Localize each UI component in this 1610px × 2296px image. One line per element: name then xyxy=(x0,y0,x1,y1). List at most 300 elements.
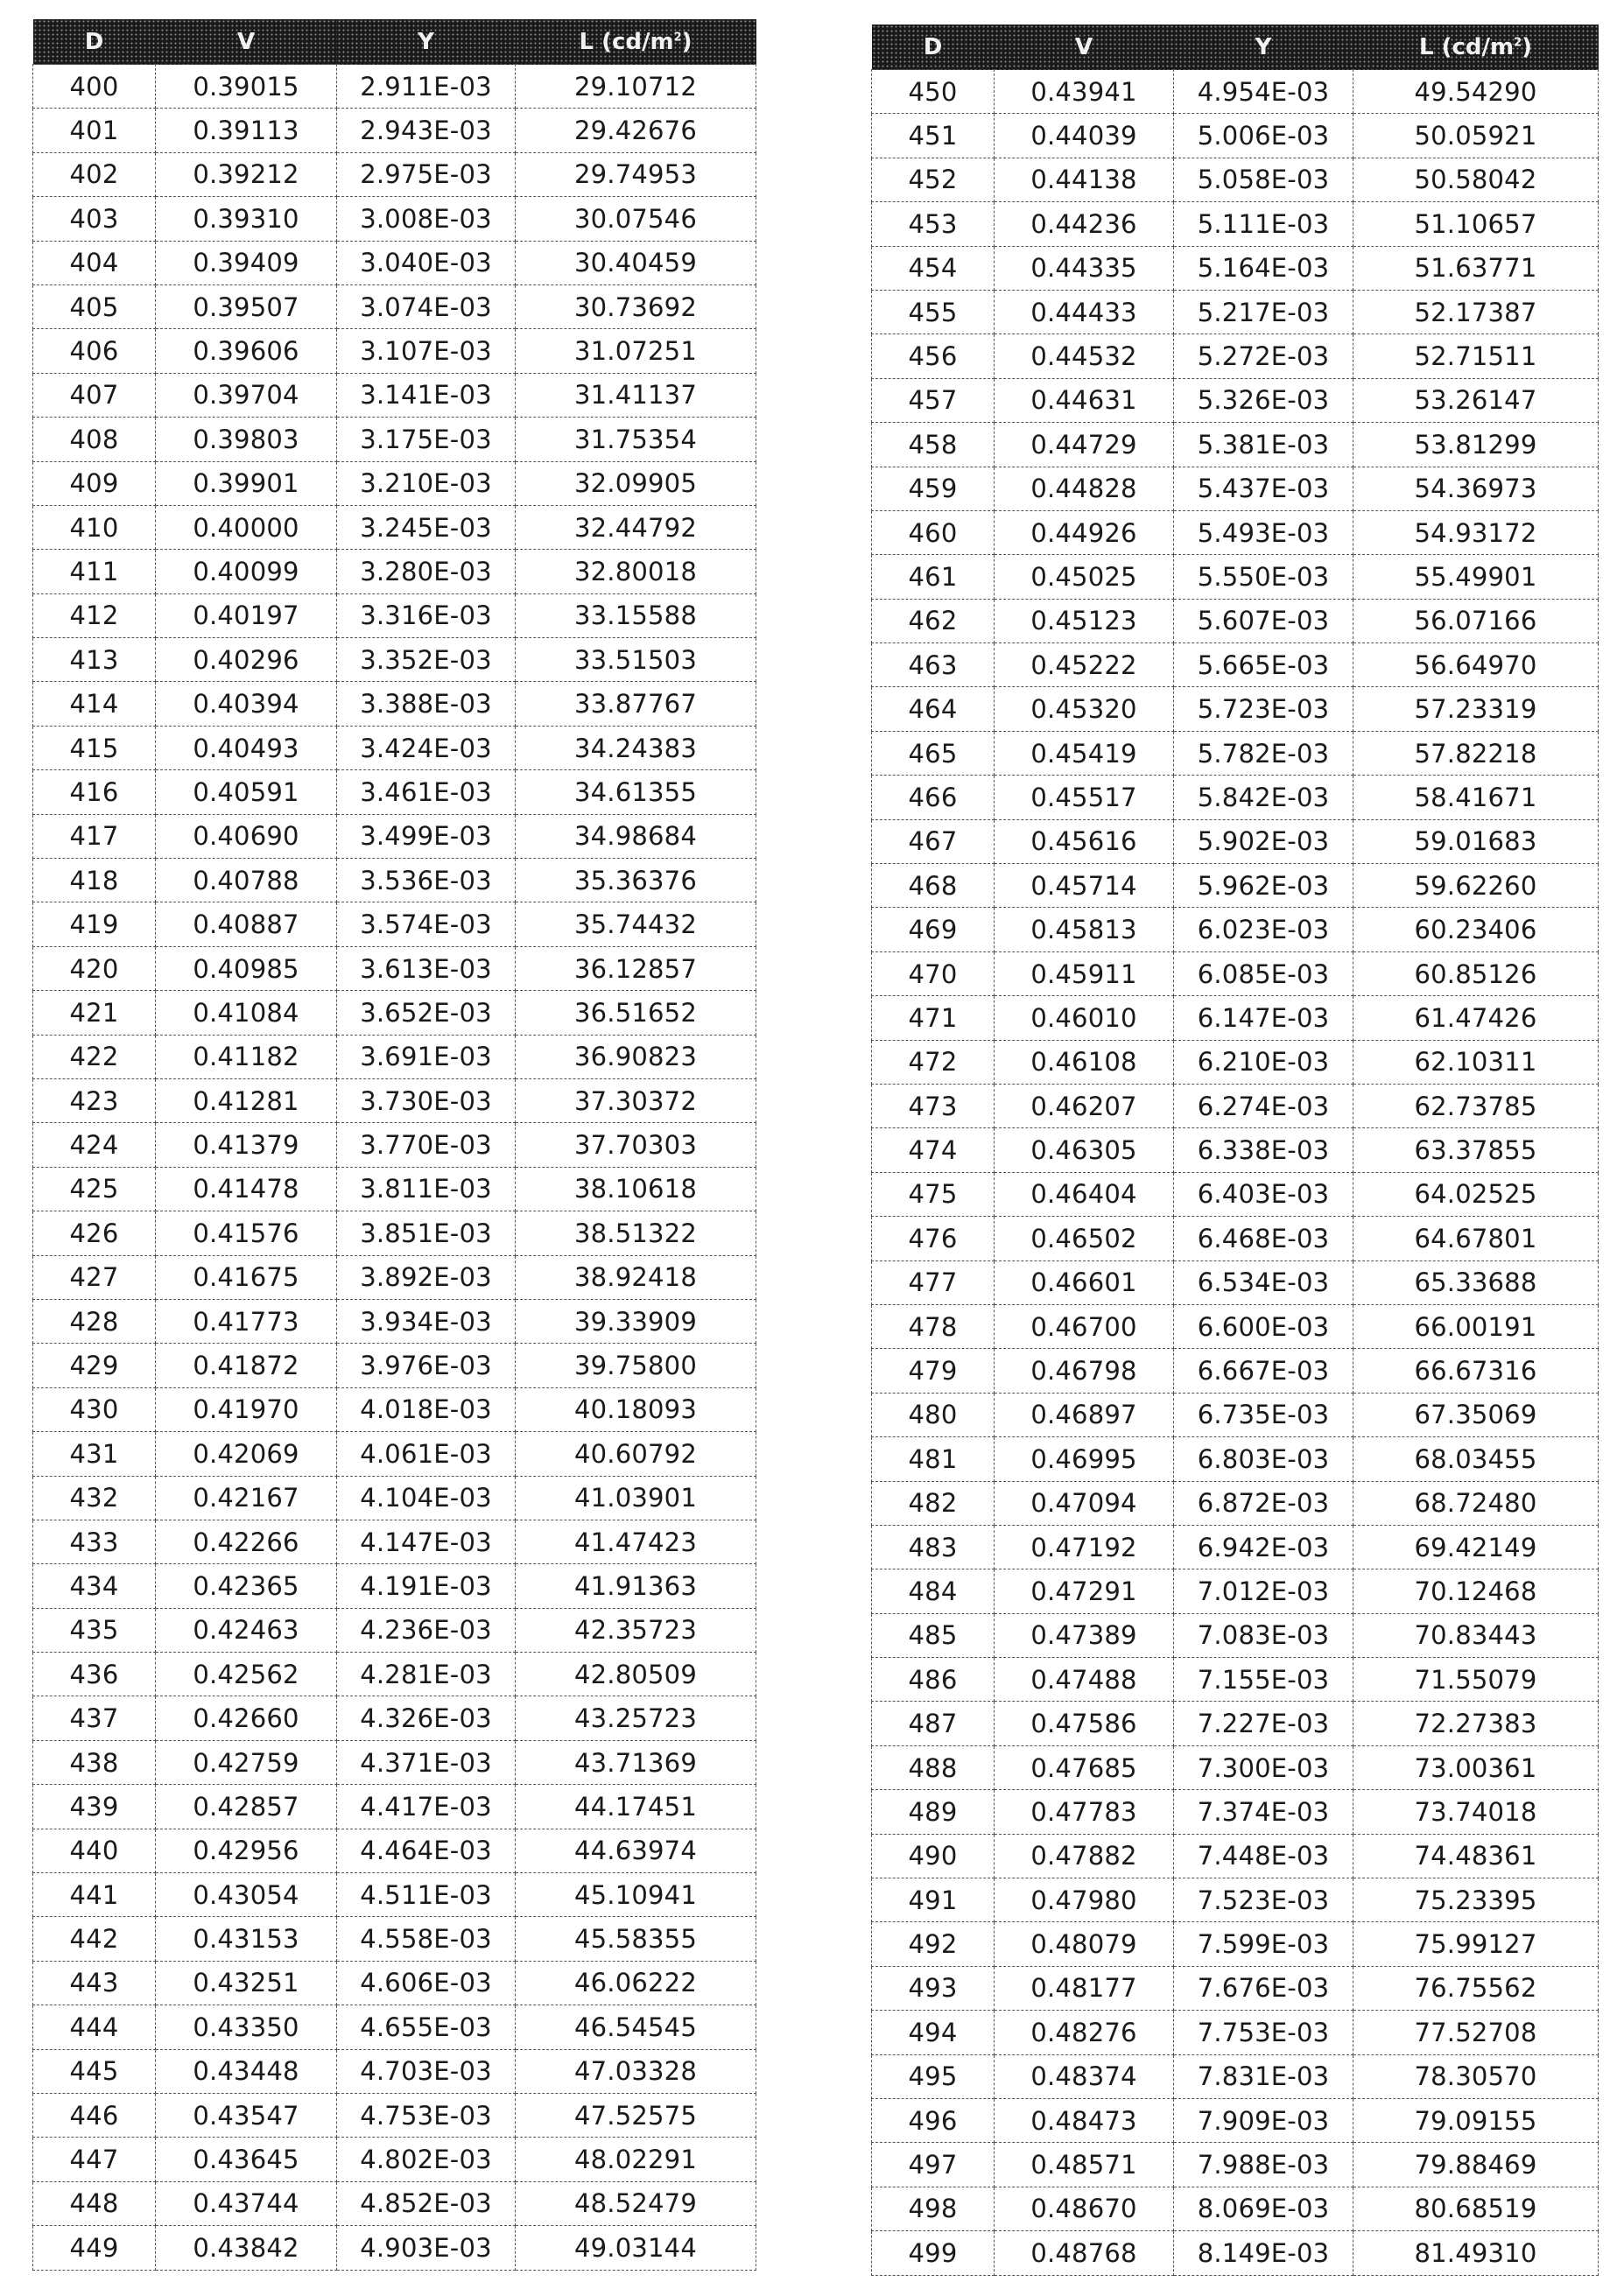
cell-d: 414 xyxy=(33,682,156,726)
table-row xyxy=(33,991,756,1035)
table-row xyxy=(872,2098,1599,2142)
table-row xyxy=(872,599,1599,642)
table-row xyxy=(872,996,1599,1040)
cell-l: 32.80018 xyxy=(516,550,756,593)
cell-v: 0.43744 xyxy=(156,2181,337,2225)
table-row xyxy=(33,284,756,328)
cell-y: 5.326E-03 xyxy=(1174,378,1353,422)
table-row xyxy=(872,819,1599,863)
cell-d: 443 xyxy=(33,1961,156,2005)
cell-d: 497 xyxy=(872,2143,995,2187)
cell-y: 6.735E-03 xyxy=(1174,1393,1353,1436)
cell-y: 7.448E-03 xyxy=(1174,1834,1353,1878)
table-row xyxy=(33,109,756,152)
cell-d: 474 xyxy=(872,1128,995,1172)
cell-d: 454 xyxy=(872,246,995,290)
cell-d: 492 xyxy=(872,1922,995,1966)
cell-d: 494 xyxy=(872,2011,995,2054)
cell-l: 53.81299 xyxy=(1353,423,1599,467)
table-row xyxy=(872,731,1599,775)
cell-y: 4.281E-03 xyxy=(337,1653,516,1696)
table-row xyxy=(872,908,1599,951)
table-row xyxy=(33,1035,756,1078)
cell-y: 3.499E-03 xyxy=(337,814,516,858)
cell-l: 40.60792 xyxy=(516,1432,756,1476)
cell-y: 6.803E-03 xyxy=(1174,1437,1353,1481)
cell-y: 3.175E-03 xyxy=(337,418,516,461)
cell-l: 64.02525 xyxy=(1353,1172,1599,1216)
table-row xyxy=(872,1658,1599,1702)
cell-y: 2.943E-03 xyxy=(337,109,516,152)
cell-l: 46.06222 xyxy=(516,1961,756,2005)
column-header-v: V xyxy=(995,25,1174,70)
cell-v: 0.44236 xyxy=(995,202,1174,246)
cell-d: 498 xyxy=(872,2187,995,2230)
table-row xyxy=(33,1740,756,1784)
cell-v: 0.42857 xyxy=(156,1785,337,1829)
cell-d: 469 xyxy=(872,908,995,951)
cell-d: 428 xyxy=(33,1299,156,1343)
cell-l: 60.23406 xyxy=(1353,908,1599,951)
cell-l: 30.40459 xyxy=(516,241,756,284)
table-row xyxy=(872,2143,1599,2187)
table-row xyxy=(33,902,756,946)
cell-l: 33.15588 xyxy=(516,593,756,637)
cell-y: 5.902E-03 xyxy=(1174,819,1353,863)
table-row xyxy=(33,2138,756,2181)
cell-y: 5.217E-03 xyxy=(1174,290,1353,334)
cell-v: 0.40197 xyxy=(156,593,337,637)
table-row xyxy=(872,1966,1599,2010)
cell-l: 51.10657 xyxy=(1353,202,1599,246)
cell-l: 42.80509 xyxy=(516,1653,756,1696)
cell-y: 6.403E-03 xyxy=(1174,1172,1353,1216)
cell-l: 80.68519 xyxy=(1353,2187,1599,2230)
cell-v: 0.39803 xyxy=(156,418,337,461)
cell-y: 7.227E-03 xyxy=(1174,1702,1353,1745)
cell-y: 7.599E-03 xyxy=(1174,1922,1353,1966)
cell-y: 2.911E-03 xyxy=(337,65,516,109)
cell-v: 0.44926 xyxy=(995,510,1174,554)
cell-l: 31.07251 xyxy=(516,329,756,373)
cell-d: 451 xyxy=(872,114,995,158)
cell-v: 0.42266 xyxy=(156,1520,337,1563)
cell-l: 52.71511 xyxy=(1353,334,1599,378)
cell-d: 426 xyxy=(33,1211,156,1255)
table-row xyxy=(872,2231,1599,2275)
table-row xyxy=(33,65,756,109)
cell-d: 473 xyxy=(872,1084,995,1127)
cell-d: 446 xyxy=(33,2093,156,2137)
cell-d: 407 xyxy=(33,373,156,417)
cell-l: 48.52479 xyxy=(516,2181,756,2225)
cell-d: 441 xyxy=(33,1873,156,1917)
cell-l: 39.33909 xyxy=(516,1299,756,1343)
column-header-l xyxy=(1353,25,1599,70)
cell-l: 44.17451 xyxy=(516,1785,756,1829)
cell-d: 448 xyxy=(33,2181,156,2225)
cell-v: 0.48571 xyxy=(995,2143,1174,2187)
cell-v: 0.45419 xyxy=(995,731,1174,775)
cell-l: 59.62260 xyxy=(1353,864,1599,908)
cell-l: 59.01683 xyxy=(1353,819,1599,863)
column-header-l-close: ) xyxy=(1522,33,1533,60)
cell-l: 32.09905 xyxy=(516,461,756,505)
cell-d: 455 xyxy=(872,290,995,334)
cell-y: 5.058E-03 xyxy=(1174,158,1353,201)
table-row xyxy=(872,2011,1599,2054)
table-row xyxy=(33,1961,756,2005)
table-row xyxy=(33,1785,756,1829)
cell-y: 6.274E-03 xyxy=(1174,1084,1353,1127)
cell-d: 463 xyxy=(872,643,995,687)
table-row xyxy=(872,1613,1599,1657)
cell-y: 4.464E-03 xyxy=(337,1829,516,1872)
cell-l: 35.36376 xyxy=(516,859,756,902)
cell-d: 445 xyxy=(33,2049,156,2093)
cell-d: 453 xyxy=(872,202,995,246)
cell-d: 425 xyxy=(33,1167,156,1211)
cell-y: 3.141E-03 xyxy=(337,373,516,417)
cell-y: 3.210E-03 xyxy=(337,461,516,505)
cell-y: 3.536E-03 xyxy=(337,859,516,902)
cell-v: 0.48768 xyxy=(995,2231,1174,2275)
cell-d: 466 xyxy=(872,776,995,819)
cell-v: 0.41084 xyxy=(156,991,337,1035)
cell-d: 430 xyxy=(33,1387,156,1431)
table-row xyxy=(33,241,756,284)
cell-l: 52.17387 xyxy=(1353,290,1599,334)
cell-v: 0.39212 xyxy=(156,152,337,196)
cell-y: 3.691E-03 xyxy=(337,1035,516,1078)
cell-l: 47.03328 xyxy=(516,2049,756,2093)
cell-v: 0.43547 xyxy=(156,2093,337,2137)
cell-v: 0.39507 xyxy=(156,284,337,328)
cell-v: 0.41872 xyxy=(156,1344,337,1387)
cell-y: 3.388E-03 xyxy=(337,682,516,726)
cell-l: 69.42149 xyxy=(1353,1525,1599,1569)
table-row xyxy=(872,246,1599,290)
cell-d: 440 xyxy=(33,1829,156,1872)
cell-y: 4.061E-03 xyxy=(337,1432,516,1476)
cell-y: 5.607E-03 xyxy=(1174,599,1353,642)
table-row xyxy=(33,1078,756,1122)
table-row xyxy=(33,814,756,858)
cell-v: 0.40788 xyxy=(156,859,337,902)
cell-v: 0.48177 xyxy=(995,1966,1174,2010)
cell-l: 50.58042 xyxy=(1353,158,1599,201)
cell-d: 471 xyxy=(872,996,995,1040)
cell-l: 43.25723 xyxy=(516,1696,756,1740)
cell-d: 496 xyxy=(872,2098,995,2142)
cell-l: 73.74018 xyxy=(1353,1790,1599,1834)
cell-d: 416 xyxy=(33,770,156,814)
cell-d: 475 xyxy=(872,1172,995,1216)
cell-l: 38.92418 xyxy=(516,1255,756,1299)
cell-l: 32.44792 xyxy=(516,505,756,549)
cell-l: 58.41671 xyxy=(1353,776,1599,819)
cell-y: 5.723E-03 xyxy=(1174,687,1353,731)
cell-y: 3.770E-03 xyxy=(337,1123,516,1167)
cell-v: 0.41281 xyxy=(156,1078,337,1122)
cell-v: 0.39901 xyxy=(156,461,337,505)
cell-l: 30.07546 xyxy=(516,197,756,241)
column-header-l-superscript: 2 xyxy=(673,30,682,44)
table-row xyxy=(33,726,756,769)
table-row xyxy=(33,1564,756,1608)
cell-y: 7.083E-03 xyxy=(1174,1613,1353,1657)
cell-d: 436 xyxy=(33,1653,156,1696)
cell-v: 0.47783 xyxy=(995,1790,1174,1834)
cell-y: 6.600E-03 xyxy=(1174,1304,1353,1348)
cell-d: 415 xyxy=(33,726,156,769)
cell-l: 36.51652 xyxy=(516,991,756,1035)
cell-v: 0.42463 xyxy=(156,1608,337,1652)
cell-y: 7.012E-03 xyxy=(1174,1569,1353,1613)
cell-y: 6.023E-03 xyxy=(1174,908,1353,951)
cell-l: 70.12468 xyxy=(1353,1569,1599,1613)
table-row xyxy=(33,152,756,196)
table-row xyxy=(872,1217,1599,1260)
table-row xyxy=(33,505,756,549)
cell-l: 68.03455 xyxy=(1353,1437,1599,1481)
cell-l: 34.24383 xyxy=(516,726,756,769)
cell-l: 31.41137 xyxy=(516,373,756,417)
table-row xyxy=(872,334,1599,378)
cell-y: 4.018E-03 xyxy=(337,1387,516,1431)
cell-d: 491 xyxy=(872,1878,995,1922)
cell-d: 464 xyxy=(872,687,995,731)
table-row xyxy=(872,1790,1599,1834)
cell-v: 0.47291 xyxy=(995,1569,1174,1613)
cell-v: 0.43448 xyxy=(156,2049,337,2093)
table-row xyxy=(33,1873,756,1917)
table-row xyxy=(872,1349,1599,1393)
cell-y: 3.574E-03 xyxy=(337,902,516,946)
table-row xyxy=(872,2054,1599,2098)
cell-d: 413 xyxy=(33,638,156,682)
cell-y: 6.085E-03 xyxy=(1174,951,1353,995)
cell-l: 57.23319 xyxy=(1353,687,1599,731)
table-row xyxy=(33,1123,756,1167)
table-row xyxy=(33,1299,756,1343)
cell-y: 8.149E-03 xyxy=(1174,2231,1353,2275)
table-row xyxy=(872,1922,1599,1966)
cell-l: 41.03901 xyxy=(516,1476,756,1520)
cell-d: 484 xyxy=(872,1569,995,1613)
cell-v: 0.46404 xyxy=(995,1172,1174,1216)
cell-v: 0.47685 xyxy=(995,1745,1174,1789)
cell-d: 447 xyxy=(33,2138,156,2181)
cell-l: 65.33688 xyxy=(1353,1260,1599,1304)
cell-y: 5.381E-03 xyxy=(1174,423,1353,467)
cell-l: 66.67316 xyxy=(1353,1349,1599,1393)
cell-d: 458 xyxy=(872,423,995,467)
cell-l: 67.35069 xyxy=(1353,1393,1599,1436)
cell-l: 54.93172 xyxy=(1353,510,1599,554)
cell-d: 422 xyxy=(33,1035,156,1078)
cell-v: 0.42759 xyxy=(156,1740,337,1784)
table-row xyxy=(872,158,1599,201)
cell-v: 0.41478 xyxy=(156,1167,337,1211)
table-row xyxy=(872,70,1599,114)
cell-y: 7.831E-03 xyxy=(1174,2054,1353,2098)
cell-v: 0.40591 xyxy=(156,770,337,814)
cell-y: 6.667E-03 xyxy=(1174,1349,1353,1393)
cell-d: 478 xyxy=(872,1304,995,1348)
cell-v: 0.43842 xyxy=(156,2226,337,2270)
cell-l: 39.75800 xyxy=(516,1344,756,1387)
cell-d: 476 xyxy=(872,1217,995,1260)
cell-l: 35.74432 xyxy=(516,902,756,946)
cell-d: 406 xyxy=(33,329,156,373)
cell-y: 4.703E-03 xyxy=(337,2049,516,2093)
cell-y: 3.892E-03 xyxy=(337,1255,516,1299)
cell-d: 402 xyxy=(33,152,156,196)
cell-y: 3.811E-03 xyxy=(337,1167,516,1211)
cell-d: 405 xyxy=(33,284,156,328)
cell-v: 0.46207 xyxy=(995,1084,1174,1127)
table-row xyxy=(33,329,756,373)
cell-v: 0.42365 xyxy=(156,1564,337,1608)
cell-d: 437 xyxy=(33,1696,156,1740)
cell-l: 31.75354 xyxy=(516,418,756,461)
cell-y: 6.534E-03 xyxy=(1174,1260,1353,1304)
cell-v: 0.46995 xyxy=(995,1437,1174,1481)
cell-d: 438 xyxy=(33,1740,156,1784)
cell-v: 0.45222 xyxy=(995,643,1174,687)
cell-l: 43.71369 xyxy=(516,1740,756,1784)
cell-y: 8.069E-03 xyxy=(1174,2187,1353,2230)
cell-d: 404 xyxy=(33,241,156,284)
cell-l: 38.10618 xyxy=(516,1167,756,1211)
cell-y: 5.164E-03 xyxy=(1174,246,1353,290)
cell-l: 41.91363 xyxy=(516,1564,756,1608)
cell-v: 0.46502 xyxy=(995,1217,1174,1260)
table-row xyxy=(872,776,1599,819)
table-row xyxy=(872,1437,1599,1481)
table-body-right xyxy=(872,70,1599,2276)
cell-l: 75.99127 xyxy=(1353,1922,1599,1966)
cell-d: 490 xyxy=(872,1834,995,1878)
cell-d: 467 xyxy=(872,819,995,863)
cell-y: 4.326E-03 xyxy=(337,1696,516,1740)
table-row xyxy=(33,197,756,241)
cell-v: 0.40690 xyxy=(156,814,337,858)
cell-d: 481 xyxy=(872,1437,995,1481)
table-row xyxy=(872,1481,1599,1525)
cell-l: 45.58355 xyxy=(516,1917,756,1961)
cell-v: 0.41970 xyxy=(156,1387,337,1431)
cell-y: 3.352E-03 xyxy=(337,638,516,682)
cell-l: 36.90823 xyxy=(516,1035,756,1078)
cell-l: 44.63974 xyxy=(516,1829,756,1872)
cell-v: 0.44335 xyxy=(995,246,1174,290)
table-row xyxy=(872,378,1599,422)
table-row xyxy=(872,510,1599,554)
cell-d: 468 xyxy=(872,864,995,908)
cell-d: 444 xyxy=(33,2005,156,2049)
cell-d: 419 xyxy=(33,902,156,946)
cell-v: 0.47094 xyxy=(995,1481,1174,1525)
cell-v: 0.42167 xyxy=(156,1476,337,1520)
cell-v: 0.44433 xyxy=(995,290,1174,334)
cell-l: 62.73785 xyxy=(1353,1084,1599,1127)
column-header-l-close: ) xyxy=(681,28,693,55)
column-header-l xyxy=(516,19,756,65)
table-row xyxy=(872,1084,1599,1127)
table-row xyxy=(872,1260,1599,1304)
cell-y: 7.374E-03 xyxy=(1174,1790,1353,1834)
cell-d: 403 xyxy=(33,197,156,241)
table-row xyxy=(872,687,1599,731)
cell-y: 5.842E-03 xyxy=(1174,776,1353,819)
cell-d: 483 xyxy=(872,1525,995,1569)
table-row xyxy=(33,1211,756,1255)
cell-d: 409 xyxy=(33,461,156,505)
table-row xyxy=(872,1745,1599,1789)
cell-l: 56.07166 xyxy=(1353,599,1599,642)
table-row xyxy=(33,461,756,505)
cell-l: 53.26147 xyxy=(1353,378,1599,422)
cell-y: 4.147E-03 xyxy=(337,1520,516,1563)
table-row xyxy=(872,1525,1599,1569)
cell-v: 0.46601 xyxy=(995,1260,1174,1304)
cell-l: 61.47426 xyxy=(1353,996,1599,1040)
cell-v: 0.46010 xyxy=(995,996,1174,1040)
table-row xyxy=(33,1255,756,1299)
cell-y: 3.280E-03 xyxy=(337,550,516,593)
cell-v: 0.42660 xyxy=(156,1696,337,1740)
cell-d: 472 xyxy=(872,1040,995,1084)
data-table-left xyxy=(32,19,756,2271)
table-row xyxy=(872,864,1599,908)
cell-v: 0.40394 xyxy=(156,682,337,726)
cell-y: 4.606E-03 xyxy=(337,1961,516,2005)
cell-y: 3.040E-03 xyxy=(337,241,516,284)
cell-y: 4.558E-03 xyxy=(337,1917,516,1961)
cell-v: 0.44138 xyxy=(995,158,1174,201)
cell-d: 461 xyxy=(872,555,995,599)
cell-d: 488 xyxy=(872,1745,995,1789)
cell-d: 434 xyxy=(33,1564,156,1608)
cell-l: 38.51322 xyxy=(516,1211,756,1255)
cell-d: 457 xyxy=(872,378,995,422)
table-row xyxy=(872,1878,1599,1922)
cell-y: 5.962E-03 xyxy=(1174,864,1353,908)
table-row xyxy=(33,1387,756,1431)
table-row xyxy=(33,1653,756,1696)
table-row xyxy=(33,1344,756,1387)
table-row xyxy=(872,2187,1599,2230)
cell-y: 5.493E-03 xyxy=(1174,510,1353,554)
table-row xyxy=(872,555,1599,599)
cell-l: 63.37855 xyxy=(1353,1128,1599,1172)
cell-y: 4.753E-03 xyxy=(337,2093,516,2137)
cell-v: 0.48079 xyxy=(995,1922,1174,1966)
cell-l: 48.02291 xyxy=(516,2138,756,2181)
cell-v: 0.39606 xyxy=(156,329,337,373)
cell-d: 400 xyxy=(33,65,156,109)
cell-l: 37.70303 xyxy=(516,1123,756,1167)
cell-v: 0.47882 xyxy=(995,1834,1174,1878)
cell-v: 0.39015 xyxy=(156,65,337,109)
cell-y: 6.942E-03 xyxy=(1174,1525,1353,1569)
cell-d: 412 xyxy=(33,593,156,637)
cell-l: 50.05921 xyxy=(1353,114,1599,158)
cell-v: 0.42069 xyxy=(156,1432,337,1476)
cell-v: 0.45616 xyxy=(995,819,1174,863)
